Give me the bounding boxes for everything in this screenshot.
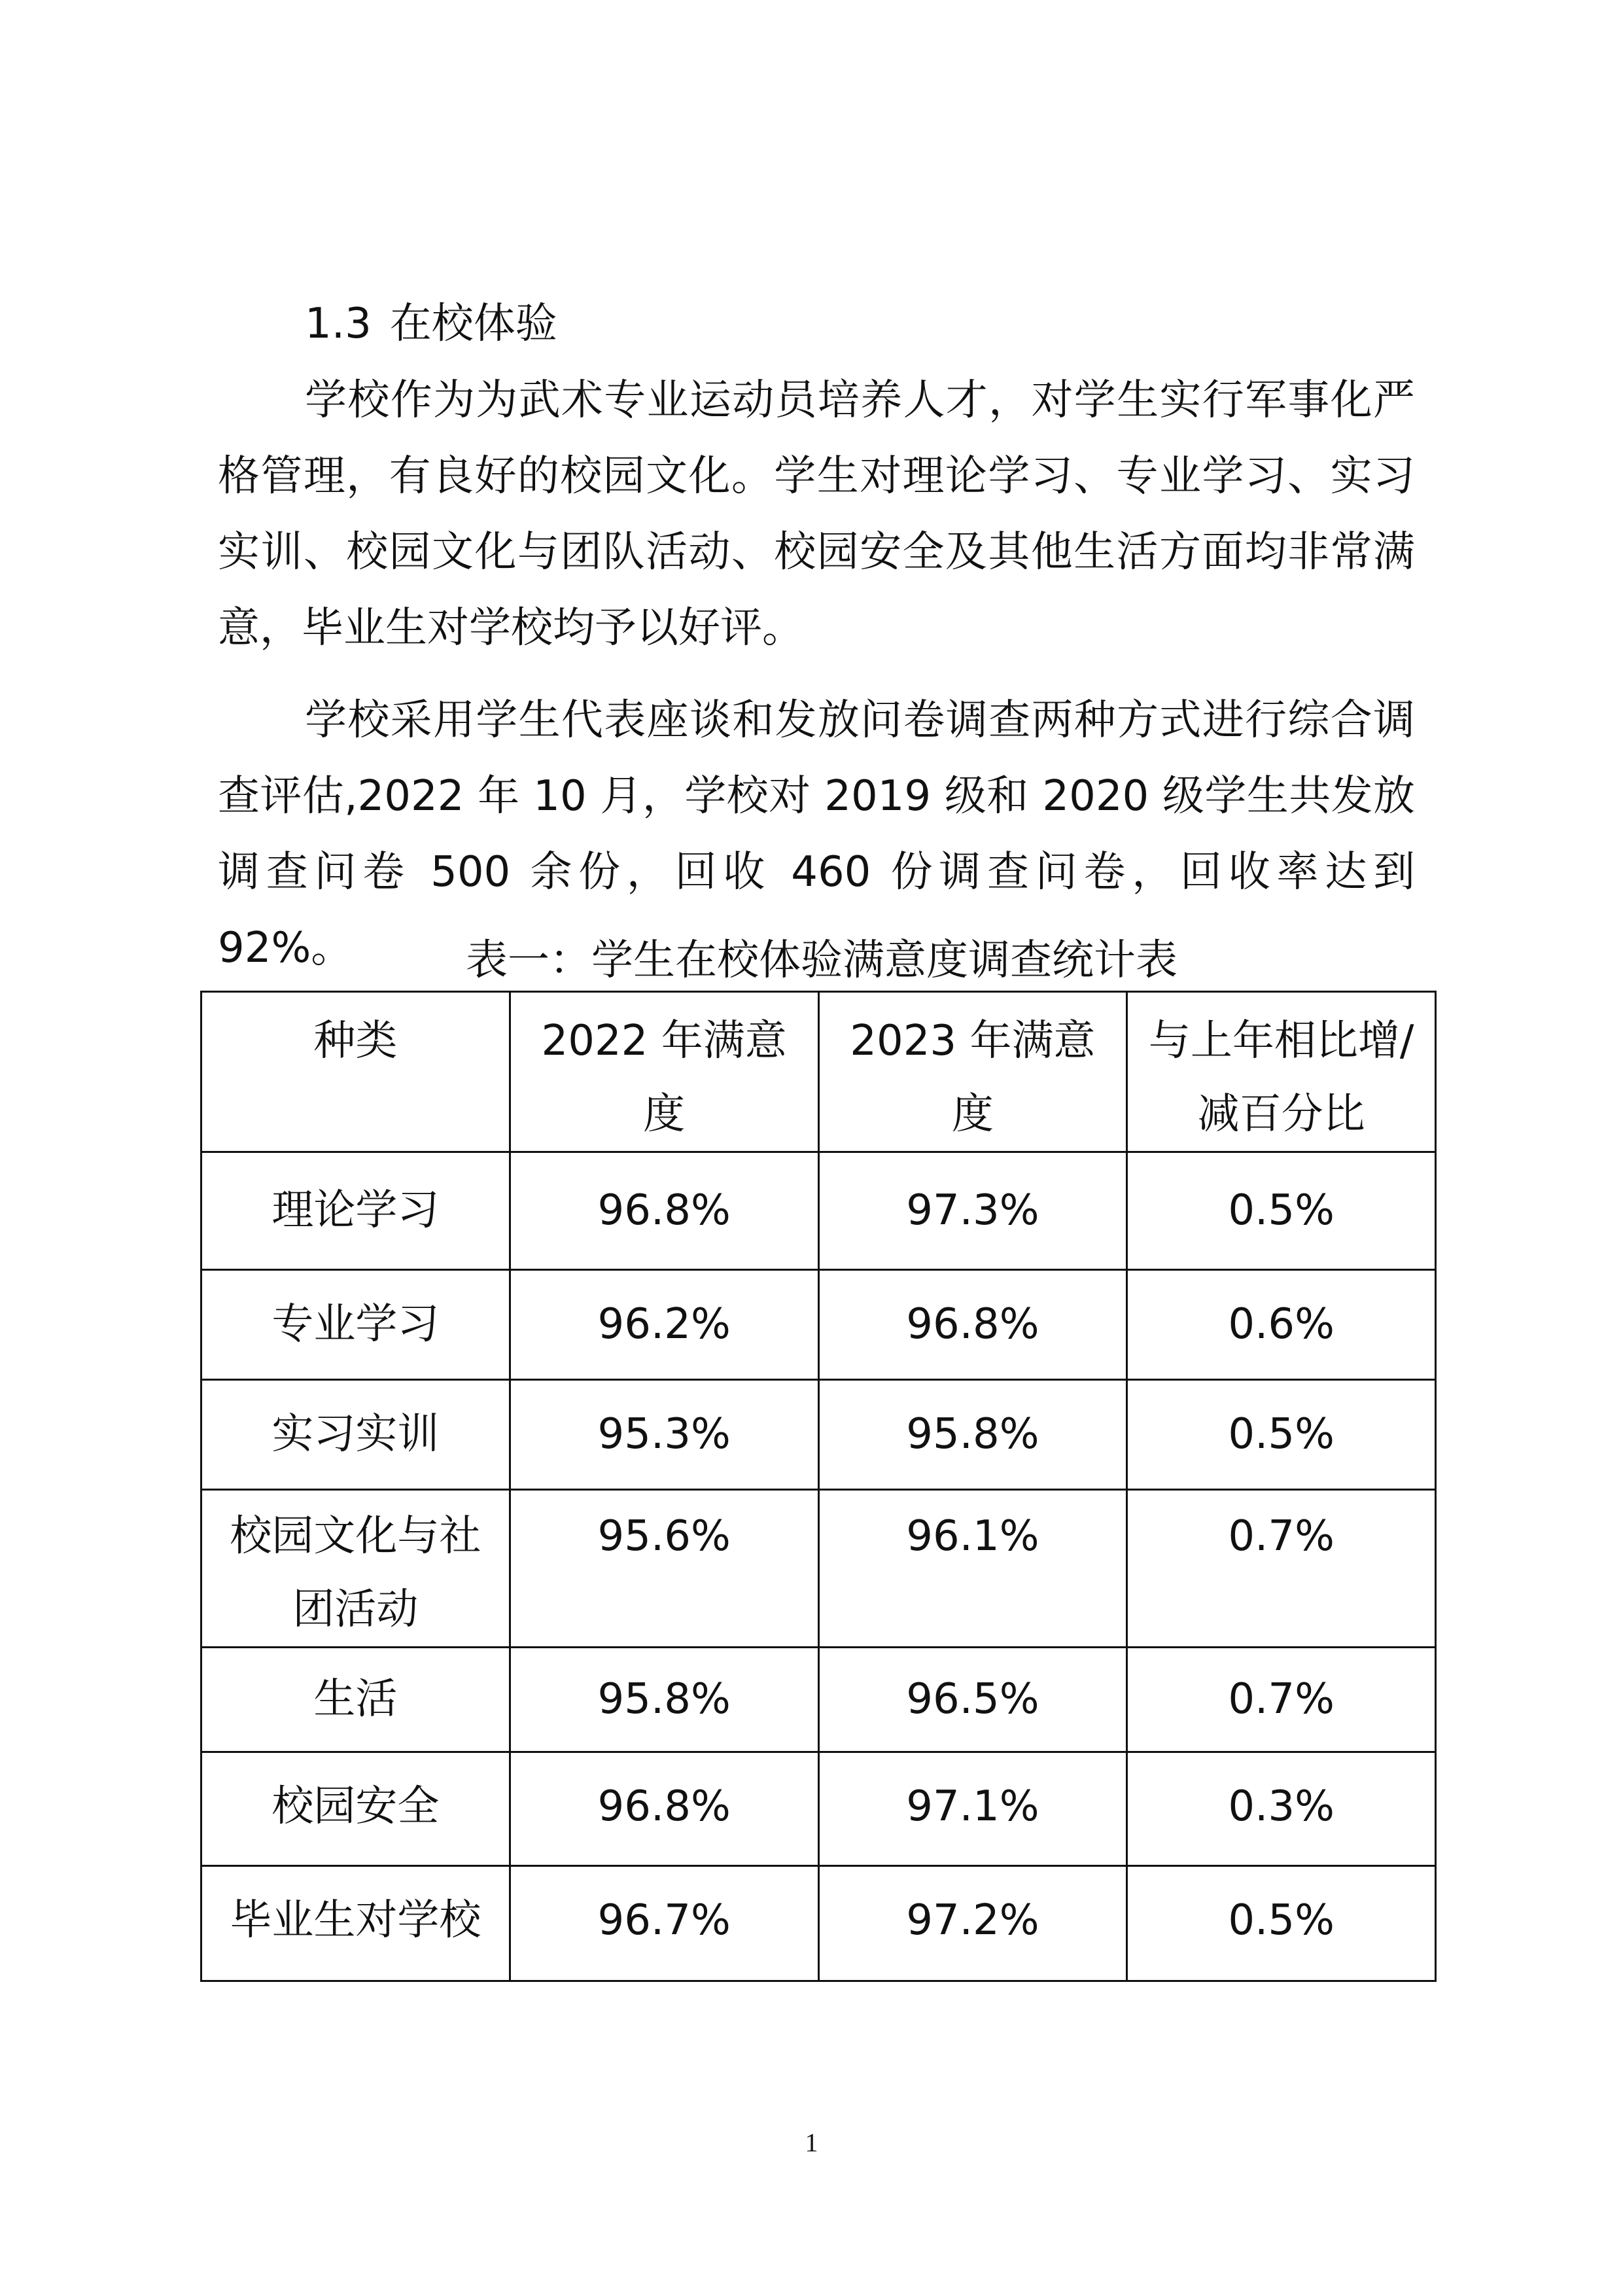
cell-2022: 96.8% bbox=[510, 1752, 818, 1866]
cell-2023: 96.8% bbox=[818, 1270, 1127, 1380]
cell-category: 校园安全 bbox=[201, 1752, 510, 1866]
header-2023: 2023 年满意度 bbox=[818, 992, 1127, 1152]
table-row bbox=[201, 1752, 1436, 1866]
cell-2022: 95.6% bbox=[510, 1490, 818, 1648]
cell-change: 0.3% bbox=[1127, 1752, 1436, 1866]
cell-2022: 95.8% bbox=[510, 1648, 818, 1752]
header-2022: 2022 年满意度 bbox=[510, 992, 818, 1152]
section-title: 在校体验 bbox=[389, 300, 557, 348]
cell-2022: 96.8% bbox=[510, 1152, 818, 1270]
paragraph-experience: 学校作为为武术专业运动员培养人才，对学生实行军事化严格管理，有良好的校园文化。学生对理论学习、专业学习、实习实训、校园文化与团队活动、校园安全及其他生活方面均非常满意，毕业生对学校均予以好评。 bbox=[218, 376, 1415, 652]
table-row bbox=[201, 1380, 1436, 1490]
cell-2022: 95.3% bbox=[510, 1380, 818, 1490]
cell-change: 0.5% bbox=[1127, 1152, 1436, 1270]
cell-category: 理论学习 bbox=[201, 1152, 510, 1270]
table-row bbox=[201, 1152, 1436, 1270]
page-number: 1 bbox=[805, 2128, 818, 2157]
table-row bbox=[201, 1490, 1436, 1648]
cell-category: 专业学习 bbox=[201, 1270, 510, 1380]
table-header-row bbox=[201, 992, 1436, 1152]
cell-category: 毕业生对学校 bbox=[201, 1866, 510, 1981]
cell-2023: 97.2% bbox=[818, 1866, 1127, 1981]
cell-2023: 96.5% bbox=[818, 1648, 1127, 1752]
table-row bbox=[201, 1866, 1436, 1981]
cell-category: 校园文化与社团活动 bbox=[201, 1490, 510, 1648]
section-number: 1.3 bbox=[305, 300, 372, 348]
section-heading bbox=[305, 291, 557, 357]
cell-2023: 97.1% bbox=[818, 1752, 1127, 1866]
cell-change: 0.6% bbox=[1127, 1270, 1436, 1380]
cell-change: 0.7% bbox=[1127, 1648, 1436, 1752]
header-change: 与上年相比增/减百分比 bbox=[1127, 992, 1436, 1152]
cell-change: 0.5% bbox=[1127, 1380, 1436, 1490]
cell-2022: 96.2% bbox=[510, 1270, 818, 1380]
cell-2023: 96.1% bbox=[818, 1490, 1127, 1648]
cell-change: 0.7% bbox=[1127, 1490, 1436, 1648]
cell-change: 0.5% bbox=[1127, 1866, 1436, 1981]
table-row bbox=[201, 1270, 1436, 1380]
table-caption: 表一：学生在校体验满意度调查统计表 bbox=[466, 936, 1178, 985]
header-category: 种类 bbox=[201, 992, 510, 1152]
satisfaction-table bbox=[200, 991, 1437, 1982]
cell-2023: 95.8% bbox=[818, 1380, 1127, 1490]
cell-2022: 96.7% bbox=[510, 1866, 818, 1981]
cell-category: 实习实训 bbox=[201, 1380, 510, 1490]
table-row bbox=[201, 1648, 1436, 1752]
cell-2023: 97.3% bbox=[818, 1152, 1127, 1270]
cell-category: 生活 bbox=[201, 1648, 510, 1752]
paragraph-survey: 学校采用学生代表座谈和发放问卷调查两种方式进行综合调查评估,2022 年 10 月，学校对 2019 级和 2020 级学生共发放调查问卷 500 余份，回收 460 份调查问卷，回收率达到 92%。 bbox=[218, 696, 1415, 972]
